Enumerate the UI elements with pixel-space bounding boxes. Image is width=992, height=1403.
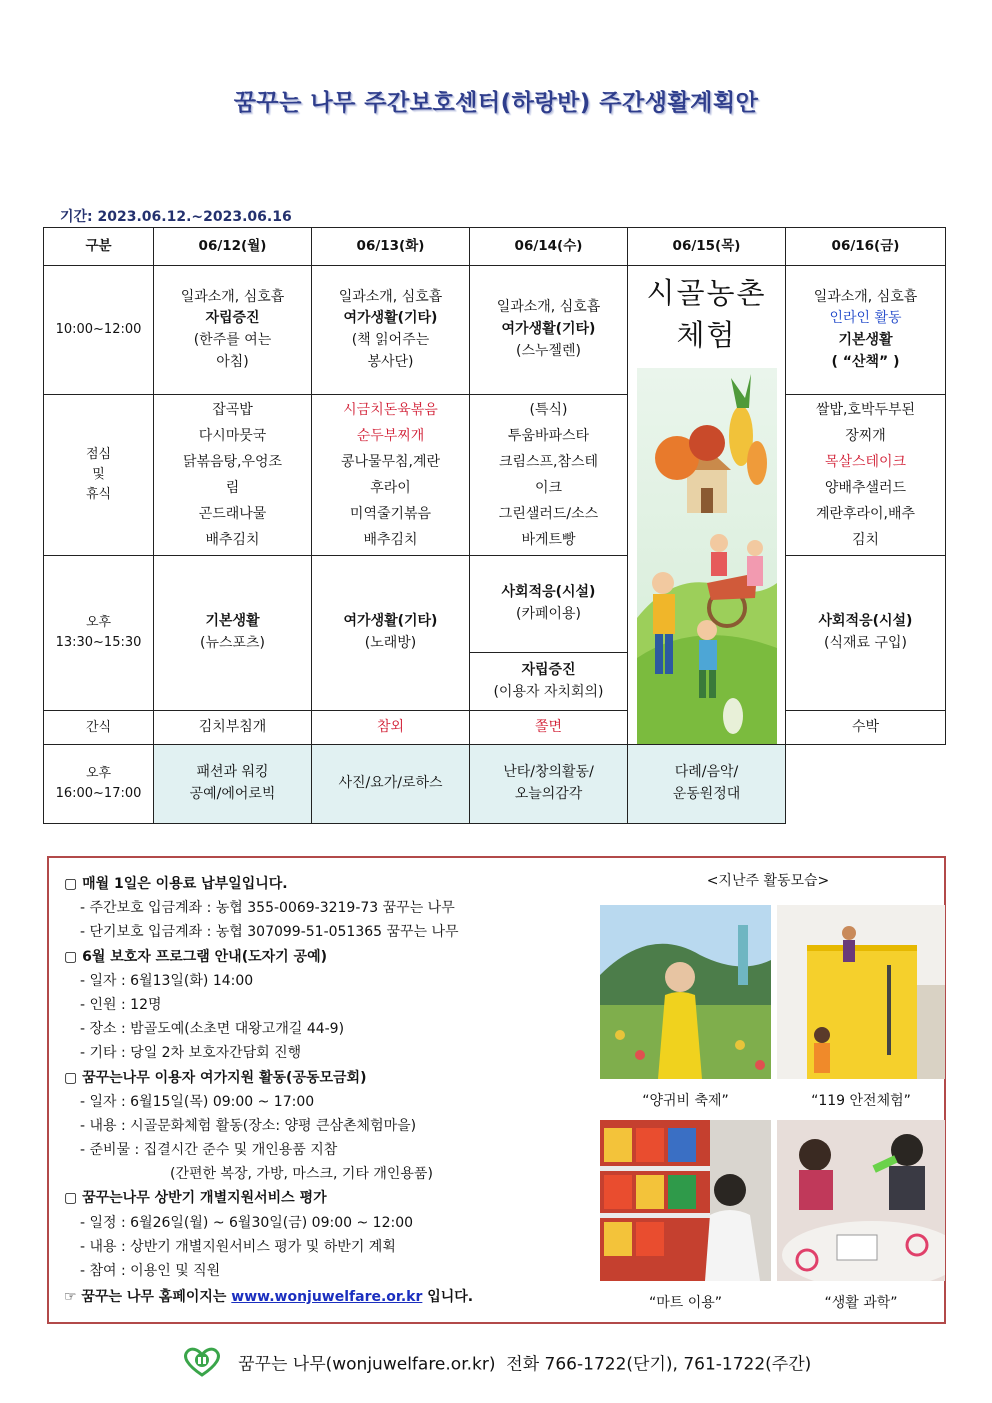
cell-line: (이용자 자치회의) xyxy=(493,683,604,700)
notice-item: - 일정 : 6월26일(월) ~ 6월30일(금) 09:00 ~ 12:00 xyxy=(80,1214,414,1231)
menu-item: 장찌개 xyxy=(845,428,886,444)
menu-item: 투움바파스타 xyxy=(507,428,590,444)
gallery-title: <지난주 활동모습> xyxy=(706,873,830,889)
morning-mon xyxy=(154,266,312,395)
cell-line: 자립증진 xyxy=(521,661,576,678)
cell-line: 일과소개, 심호흡 xyxy=(813,288,918,305)
snack-tue: 참외 xyxy=(312,711,470,745)
morning-label: 10:00~12:00 xyxy=(44,266,154,395)
cell-line: 일과소개, 심호흡 xyxy=(338,288,443,305)
notice-item: (간편한 복장, 가방, 마스크, 기타 개인용품) xyxy=(170,1166,433,1183)
menu-item: 순두부찌개 xyxy=(356,428,425,444)
farm-title-line: 시골농촌 xyxy=(646,276,767,310)
photo-mart xyxy=(600,1120,771,1281)
afternoon-mon xyxy=(154,556,312,711)
menu-item: 김치 xyxy=(851,532,880,548)
snack-mon: 김치부침개 xyxy=(154,711,312,745)
cell-line: 아침) xyxy=(216,353,249,370)
notice-item: - 일자 : 6월15일(목) 09:00 ~ 17:00 xyxy=(80,1093,315,1110)
lunch-wed xyxy=(470,395,628,556)
cell-line: (카페이용) xyxy=(515,606,582,623)
cell-line: 일과소개, 심호흡 xyxy=(180,288,285,305)
cell-line: (스누젤렌) xyxy=(515,342,582,359)
afternoon-fri xyxy=(786,556,946,711)
notice-heading: ▢ 꿈꾸는나무 이용자 여가지원 활동(공동모금회) xyxy=(64,1069,367,1086)
notice-item: - 기타 : 당일 2차 보호자간담회 진행 xyxy=(80,1045,302,1062)
afternoon-wed-a xyxy=(470,556,628,653)
lunch-label-line: 점심 xyxy=(85,446,112,462)
notice-item: - 장소 : 밤골도예(소초면 대왕고개길 44-9) xyxy=(80,1021,345,1038)
menu-item: 미역줄기볶음 xyxy=(349,506,432,522)
lunch-label xyxy=(44,395,154,556)
evening-label xyxy=(44,745,154,824)
notice-item: - 주간보호 입금계좌 : 농협 355-0069-3219-73 꿈꾸는 나무 xyxy=(80,900,455,917)
afternoon-label xyxy=(44,556,154,711)
cell-line: 난타/창의활동/ xyxy=(503,764,594,781)
afternoon-label-line: 13:30~15:30 xyxy=(55,635,142,651)
cell-line: (뉴스포츠) xyxy=(199,635,266,652)
menu-item: 쌀밥,호박두부된 xyxy=(815,402,916,418)
cell-line: ( “산책” ) xyxy=(831,353,900,370)
afternoon-label-line: 오후 xyxy=(85,614,112,630)
weekly-schedule-table xyxy=(43,227,946,824)
evening-wed xyxy=(470,745,628,824)
farm-illustration xyxy=(637,368,777,744)
menu-item: 닭볶음탕,우엉조 xyxy=(182,454,283,470)
header-wed: 06/14(수) xyxy=(470,228,628,266)
cell-line: 봉사단) xyxy=(367,353,414,370)
menu-item: 다시마뭇국 xyxy=(198,428,267,444)
lunch-fri xyxy=(786,395,946,556)
farm-title-line: 체험 xyxy=(676,318,737,353)
notice-item: - 일자 : 6월13일(화) 14:00 xyxy=(80,972,254,989)
menu-item: 그린샐러드/소스 xyxy=(498,506,599,522)
cell-line: 기본생활 xyxy=(205,613,260,630)
notice-lines xyxy=(64,872,584,1283)
afternoon-wed-b xyxy=(470,653,628,711)
evening-row xyxy=(44,745,946,824)
page-title: 꿈꾸는 나무 주간보호센터(하랑반) 주간생활계획안 xyxy=(233,90,759,116)
photo-poppy-festival xyxy=(600,905,771,1079)
menu-item: 림 xyxy=(225,480,240,496)
afternoon-tue xyxy=(312,556,470,711)
notice-item: - 내용 : 시골문화체험 활동(장소: 양평 큰삼촌체험마을) xyxy=(80,1117,417,1134)
dream-tree-logo-icon xyxy=(181,1347,223,1382)
notice-item: - 준비물 : 집결시간 준수 및 개인용품 지참 xyxy=(80,1142,338,1159)
menu-item: 계란후라이,배추 xyxy=(815,506,916,522)
cell-line: 자립증진 xyxy=(205,310,260,327)
homepage-link[interactable]: www.wonjuwelfare.or.kr xyxy=(231,1289,423,1305)
caption-poppy-festival: “양귀비 축제” xyxy=(642,1093,729,1109)
lunch-label-line: 및 xyxy=(92,466,105,482)
footer-contact: 꿈꾸는 나무(wonjuwelfare.or.kr) 전화 766-1722(단기), 761-1722(주간) xyxy=(238,1354,812,1375)
cell-line: 다례/음악/ xyxy=(674,764,739,781)
notice-item: - 단기보호 입금계좌 : 농협 307099-51-051365 꿈꾸는 나무 xyxy=(80,924,459,941)
cell-line: 기본생활 xyxy=(838,332,893,348)
header-fri: 06/16(금) xyxy=(786,228,946,266)
cell-line: (책 읽어주는 xyxy=(351,332,430,348)
photo-119-safety xyxy=(777,905,945,1079)
morning-row xyxy=(44,266,946,395)
farm-title xyxy=(628,266,785,356)
cell-line: 사회적응(시설) xyxy=(501,584,596,601)
photo-poppy-festival-image xyxy=(600,905,771,1079)
menu-item: 시금치돈육볶음 xyxy=(343,402,438,418)
header-mon: 06/12(월) xyxy=(154,228,312,266)
snack-label: 간식 xyxy=(44,711,154,745)
cell-line: 사회적응(시설) xyxy=(818,613,913,630)
menu-item: 양배추샐러드 xyxy=(824,480,907,496)
notice-item: - 참여 : 이용인 및 직원 xyxy=(80,1263,221,1279)
cell-line: 여가생활(기타) xyxy=(343,310,438,327)
notice-heading: ▢ 6월 보호자 프로그램 안내(도자기 공예) xyxy=(64,948,327,965)
photo-life-science xyxy=(777,1120,945,1281)
menu-item: 이크 xyxy=(534,480,563,496)
cell-line: (식재료 구입) xyxy=(824,635,907,652)
evening-mon xyxy=(154,745,312,824)
evening-fri xyxy=(628,745,786,824)
morning-wed xyxy=(470,266,628,395)
photo-119-safety-image xyxy=(777,905,945,1079)
cell-line: 여가생활(기타) xyxy=(501,321,596,338)
cell-line: 운동원정대 xyxy=(672,786,741,803)
table-header-row xyxy=(44,228,946,266)
lunch-label-line: 휴식 xyxy=(85,487,112,503)
menu-item: 목살스테이크 xyxy=(824,454,907,470)
lunch-tue xyxy=(312,395,470,556)
header-tue: 06/13(화) xyxy=(312,228,470,266)
afternoon-row-a xyxy=(44,556,946,653)
snack-fri: 수박 xyxy=(786,711,946,745)
notice-heading: ▢ 꿈꾸는나무 상반기 개별지원서비스 평가 xyxy=(64,1190,327,1207)
morning-tue xyxy=(312,266,470,395)
snack-wed: 쫄면 xyxy=(470,711,628,745)
evening-tue: 사진/요가/로하스 xyxy=(312,745,470,824)
photo-mart-image xyxy=(600,1120,771,1281)
cell-line: 인라인 활동 xyxy=(829,310,902,327)
cell-line: 패션과 워킹 xyxy=(196,764,269,781)
menu-item: (특식) xyxy=(529,402,568,418)
caption-life-science: “생활 과학” xyxy=(824,1295,898,1311)
cell-line: 공예/에어로빅 xyxy=(189,786,276,803)
cell-line: 오늘의감각 xyxy=(514,786,583,803)
evening-label-line: 16:00~17:00 xyxy=(55,786,142,802)
photo-life-science-image xyxy=(777,1120,945,1281)
menu-item: 곤드래나물 xyxy=(198,506,267,522)
homepage-prefix: ☞ 꿈꾸는 나무 홈페이지는 xyxy=(64,1289,227,1305)
menu-item: 잡곡밥 xyxy=(212,402,253,418)
period-label: 기간: 2023.06.12.~2023.06.16 xyxy=(60,209,292,225)
menu-item: 배추김치 xyxy=(363,532,418,548)
caption-mart: “마트 이용” xyxy=(648,1295,723,1311)
morning-fri xyxy=(786,266,946,395)
cell-line: (노래방) xyxy=(364,635,417,652)
notice-item: - 내용 : 상반기 개별지원서비스 평가 및 하반기 계획 xyxy=(80,1238,396,1255)
cell-line: (한주를 여는 xyxy=(193,332,272,348)
menu-item: 바게트빵 xyxy=(521,532,576,548)
lunch-row xyxy=(44,395,946,556)
notice-heading: ▢ 매월 1일은 이용료 납부일입니다. xyxy=(64,876,288,892)
lunch-mon xyxy=(154,395,312,556)
footer xyxy=(0,1347,992,1382)
evening-label-line: 오후 xyxy=(85,765,112,781)
homepage-line xyxy=(64,1286,473,1306)
caption-119-safety: “119 안전체험” xyxy=(811,1093,911,1109)
cell-line: 여가생활(기타) xyxy=(343,613,438,630)
menu-item: 크림스프,참스테 xyxy=(498,454,599,470)
menu-item: 콩나물무침,계란 xyxy=(340,454,441,470)
thursday-farm-cell xyxy=(628,266,786,745)
homepage-suffix: 입니다. xyxy=(427,1289,474,1305)
notice-box xyxy=(47,856,946,1324)
header-category: 구분 xyxy=(44,228,154,266)
notice-item: - 인원 : 12명 xyxy=(80,996,162,1013)
menu-item: 후라이 xyxy=(370,480,411,496)
header-thu: 06/15(목) xyxy=(628,228,786,266)
snack-row xyxy=(44,711,946,745)
menu-item: 배추김치 xyxy=(205,532,260,548)
cell-line: 일과소개, 심호흡 xyxy=(496,299,601,316)
